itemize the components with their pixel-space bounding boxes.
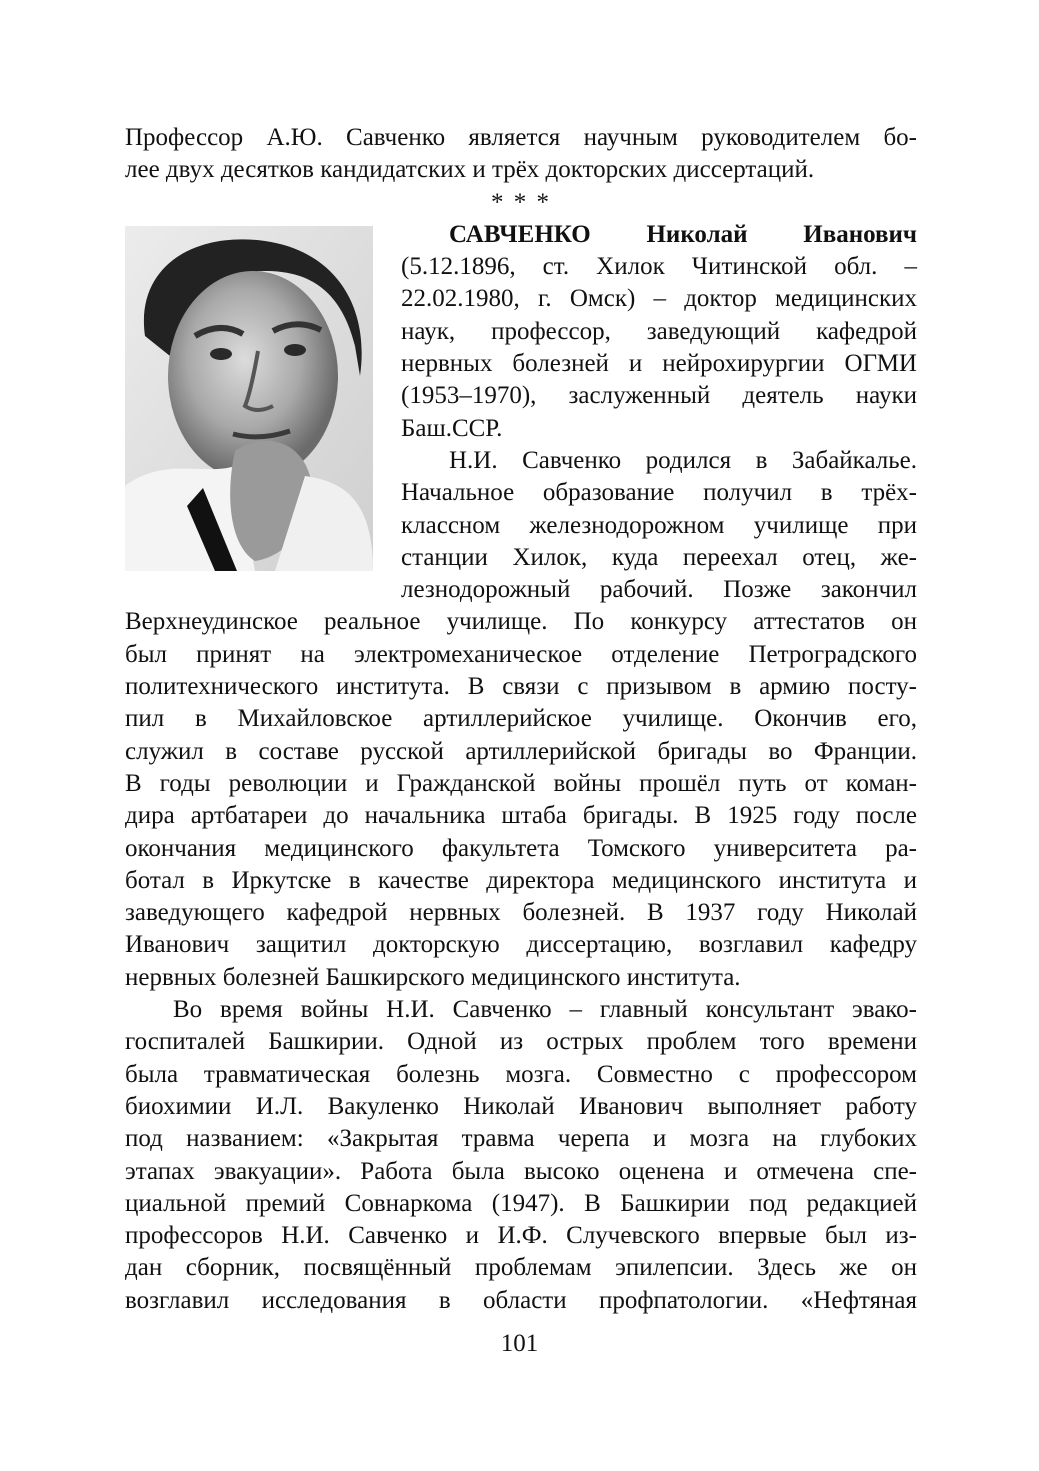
page-number: 101: [500, 1330, 539, 1357]
text-line: Иванович защитил докторскую диссертацию, возглавил кафедру: [125, 931, 917, 959]
text-line: ботал в Иркутске в качестве директора медицинского института и: [125, 866, 917, 894]
text-line: Н.И. Савченко родился в Забайкалье.: [449, 446, 917, 474]
biography-side-text: [401, 219, 917, 607]
text-line: (1953–1970), заслуженный деятель науки: [401, 382, 917, 410]
text-line: Профессор А.Ю. Савченко является научным руководителем бо-: [125, 124, 917, 151]
text-line: нервных болезней Башкирского медицинского института.: [125, 963, 741, 991]
text-line: политехнического института. В связи с призывом в армию посту-: [125, 673, 917, 701]
text-line: госпиталей Башкирии. Одной из острых проблем того времени: [125, 1028, 917, 1056]
text-line: профессоров Н.И. Савченко и И.Ф. Случевского впервые был из-: [125, 1222, 917, 1250]
text-line: дира артбатареи до начальника штаба бригады. В 1925 году после: [125, 802, 917, 830]
text-line: пил в Михайловское артиллерийское училище. Окончив его,: [125, 705, 917, 733]
war-years-paragraph: [125, 994, 917, 1317]
person-name-heading: САВЧЕНКО Николай Иванович: [449, 220, 917, 248]
biography-section: [125, 219, 917, 1317]
text-line: Баш.ССР.: [401, 414, 503, 442]
text-line: был принят на электромеханическое отделение Петроградского: [125, 640, 917, 668]
text-line: В годы революции и Гражданской войны прошёл путь от коман-: [125, 769, 917, 797]
text-line: окончания медицинского факультета Томского университета ра-: [125, 834, 917, 862]
text-line: Верхнеудинское реальное училище. По конкурсу аттестатов он: [125, 608, 917, 636]
text-line: станции Хилок, куда переехал отец, же-: [401, 543, 917, 571]
text-line: лее двух десятков кандидатских и трёх докторских диссертаций.: [125, 156, 815, 184]
text-line: была травматическая болезнь мозга. Совместно с профессором: [125, 1060, 917, 1088]
text-line: дан сборник, посвящённый проблемам эпилепсии. Здесь же он: [125, 1254, 917, 1282]
text-line: под названием: «Закрытая травма черепа и мозга на глубоких: [125, 1125, 917, 1153]
text-line: циальной премий Совнаркома (1947). В Башкирии под редакцией: [125, 1189, 917, 1217]
text-line: заведующего кафедрой нервных болезней. В 1937 году Николай: [125, 899, 917, 927]
text-line: наук, профессор, заведующий кафедрой: [401, 317, 917, 345]
text-line: (5.12.1896, ст. Хилок Читинской обл. –: [401, 253, 917, 281]
text-line: 22.02.1980, г. Омск) – доктор медицинских: [401, 285, 917, 313]
section-separator: * * *: [491, 188, 551, 216]
text-line: нервных болезней и нейрохирургии ОГМИ: [401, 350, 917, 378]
text-line: служил в составе русской артиллерийской бригады во Франции.: [125, 737, 917, 765]
intro-paragraph: [125, 122, 917, 187]
biography-full-text: [125, 606, 917, 994]
text-line: лезнодорожный рабочий. Позже закончил: [401, 576, 917, 604]
text-line: Во время войны Н.И. Савченко – главный консультант эвако-: [173, 996, 917, 1024]
portrait-photo: [125, 226, 373, 571]
text-line: классном железнодорожном училище при: [401, 511, 917, 539]
document-page: [125, 122, 917, 1317]
text-line: этапах эвакуации». Работа была высоко оценена и отмечена спе-: [125, 1157, 917, 1185]
text-line: биохимии И.Л. Вакуленко Николай Иванович выполняет работу: [125, 1092, 917, 1120]
text-line: возглавил исследования в области профпатологии. «Нефтяная: [125, 1286, 917, 1314]
portrait-photo-graphic: [125, 226, 373, 571]
text-line: Начальное образование получил в трёх-: [401, 479, 917, 507]
